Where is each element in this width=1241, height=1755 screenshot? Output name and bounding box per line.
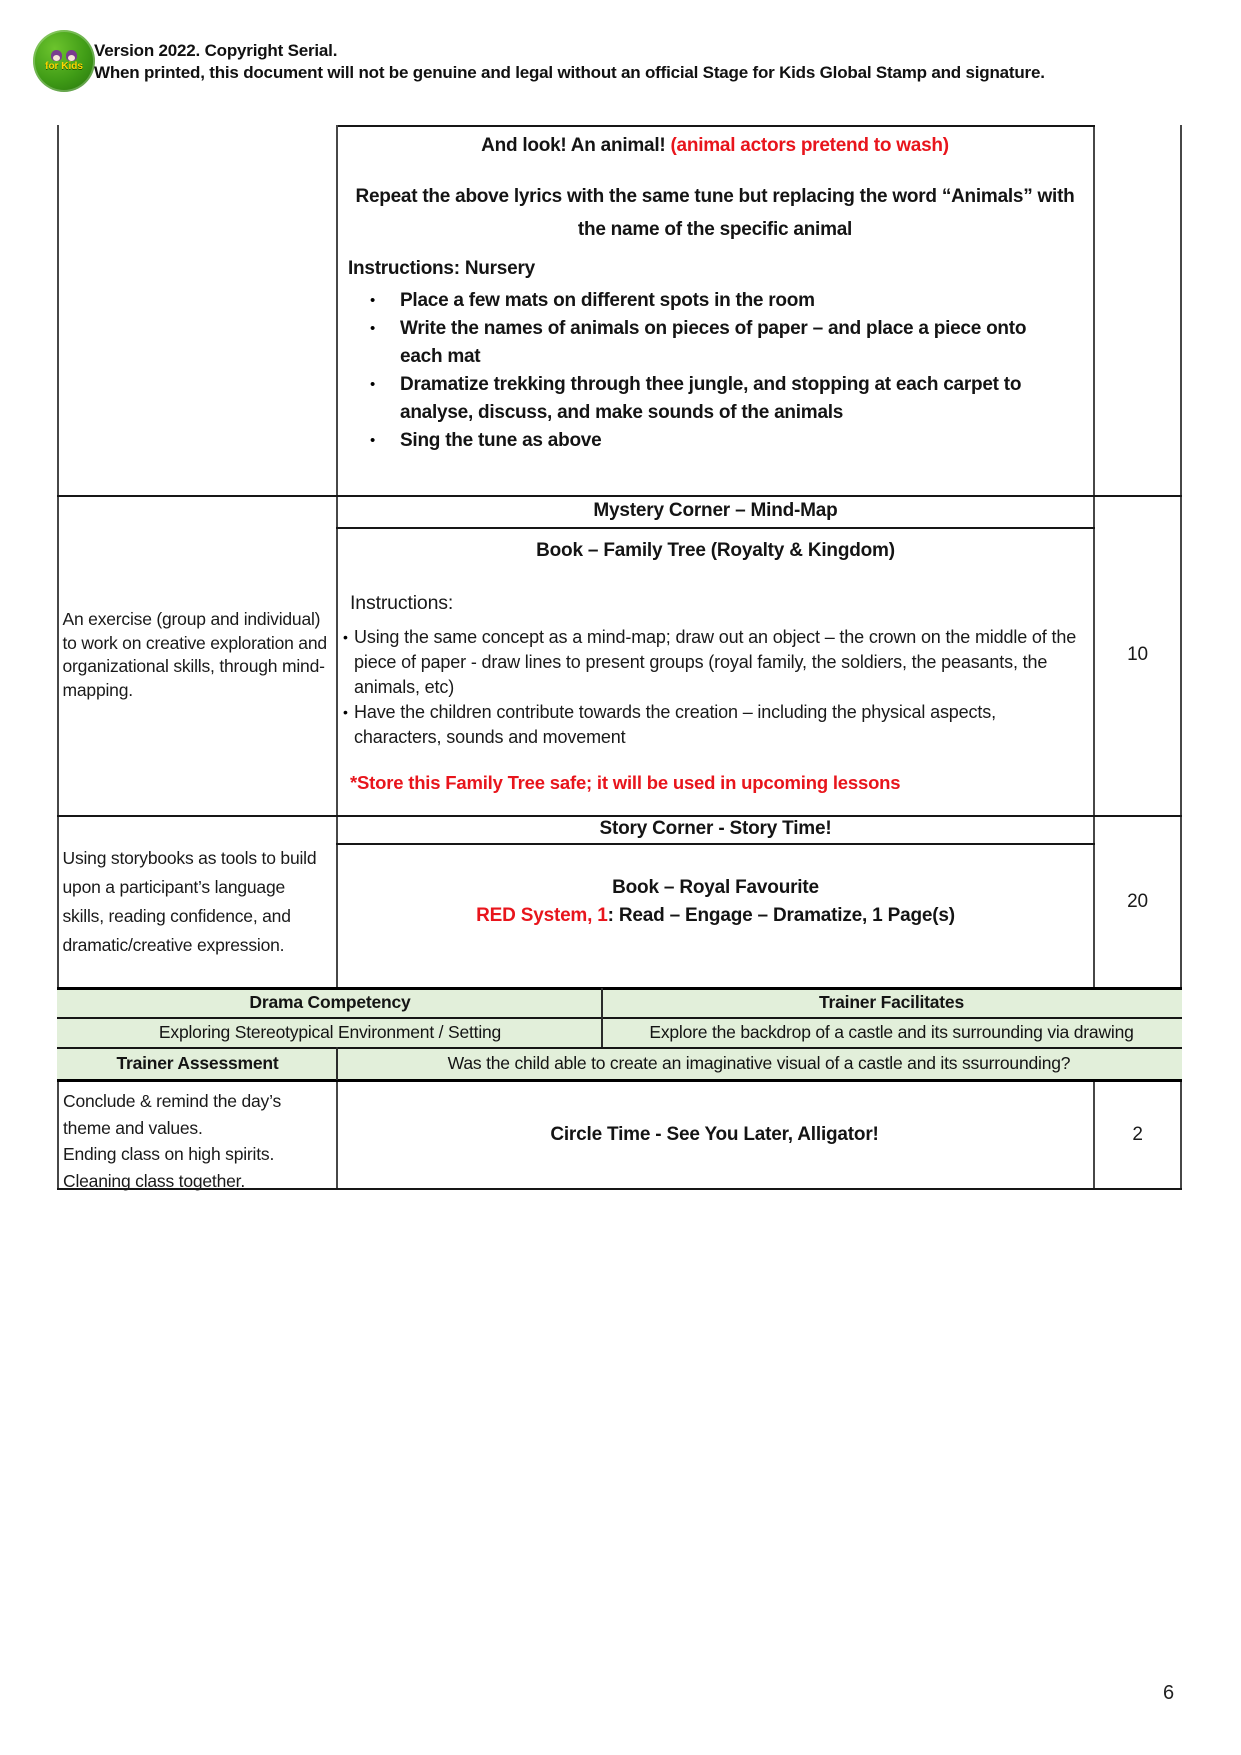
story-corner-header: Story Corner - Story Time! [599,818,832,839]
song-cell-border-left [336,125,338,495]
song-line [345,132,1085,160]
logo-kid-icon [66,50,77,61]
trainer-facilitates-value: Explore the backdrop of a castle and its surrounding via drawing [649,1021,1134,1042]
list-item: • Using the same concept as a mind-map; draw out an object – the crown on the middle of the piece of paper - draw lines to present groups (royal family, the soldiers, the peasants, the animals, etc) [343,627,1077,697]
table-border-top [336,125,1095,127]
list-item: • Write the names of animals on pieces of paper – and place a piece onto each mat [370,315,1035,371]
bullet-icon: • [343,629,348,645]
song-line-black: And look! An animal! [481,135,666,156]
repeat-lyrics-line: Repeat the above lyrics with the same tune but replacing the word “Animals” with the name of the specific animal [355,186,1075,240]
bullet-icon: • [370,376,376,393]
mystery-objective-text: An exercise (group and individual) to work on creative exploration and organizational skills, through mind-mapping. [62,609,327,700]
closing-duration: 2 [1132,1123,1143,1145]
drama-competency-header: Drama Competency [249,992,411,1012]
family-tree-note: *Store this Family Tree safe; it will be used in upcoming lessons [350,772,901,793]
circle-time-activity: Circle Time - See You Later, Alligator! [550,1123,879,1145]
story-duration: 20 [1127,890,1148,912]
bullet-icon: • [370,432,376,449]
logo-kids-figures [51,50,77,61]
nursery-instructions-list [370,287,1035,455]
story-header-divider [336,843,1095,845]
red-system-line [338,905,1093,927]
drama-competency-value: Exploring Stereotypical Environment / Setting [158,1021,502,1042]
stage-for-kids-logo [33,30,95,92]
mystery-header-divider [336,527,1095,529]
list-item: • Have the children contribute towards the creation – including the physical aspects, characters, sounds and movement [343,702,996,747]
red-system-label: RED System, 1 [476,905,608,926]
mystery-instructions-list [343,625,1085,750]
logo-kid-icon [51,50,62,61]
royal-favourite-book-title: Book – Royal Favourite [612,877,819,898]
red-system-detail: : Read – Engage – Dramatize, 1 Page(s) [607,905,955,926]
trainer-assessment-value: Was the child able to create an imaginative visual of a castle and its ssurrounding? [447,1052,1071,1073]
list-item: • Dramatize trekking through thee jungle, and stopping at each carpet to analyse, discuss, and make sounds of the animals [370,371,1035,427]
logo-text: for Kids [45,61,83,72]
bullet-icon: • [370,320,376,337]
trainer-assessment-header: Trainer Assessment [116,1052,279,1073]
nursery-instructions-label: Instructions: Nursery [348,258,535,279]
mystery-objective-cell [59,497,334,813]
closing-objective-line: Cleaning class together. [63,1170,245,1191]
closing-objective-line: Conclude & remind the day’s theme and values. [63,1091,282,1138]
mystery-duration: 10 [1127,644,1148,665]
family-tree-book-title: Book – Family Tree (Royalty & Kingdom) [536,540,895,561]
song-line-red: (animal actors pretend to wash) [670,135,949,156]
closing-objective-cell [63,1088,331,1194]
copyright-line: Version 2022. Copyright Serial. [94,41,338,60]
story-objective-text: Using storybooks as tools to build upon a participant’s language skills, reading confidence, and dramatic/creative expression. [62,847,317,955]
page-number: 6 [1163,1682,1175,1704]
legal-disclaimer-line: When printed, this document will not be genuine and legal without an official Stage for Kids Global Stamp and signature. [94,63,1045,82]
closing-objective-line: Ending class on high spirits. [63,1144,275,1164]
mystery-instructions-label: Instructions: [350,592,454,614]
bullet-icon: • [343,704,348,720]
bullet-icon: • [370,292,376,309]
mystery-corner-header: Mystery Corner – Mind-Map [593,500,838,521]
list-item: • Place a few mats on different spots in the room [370,287,1035,315]
trainer-facilitates-header: Trainer Facilitates [818,992,965,1012]
list-item: • Sing the tune as above [370,427,1035,455]
story-objective-cell [59,817,334,986]
